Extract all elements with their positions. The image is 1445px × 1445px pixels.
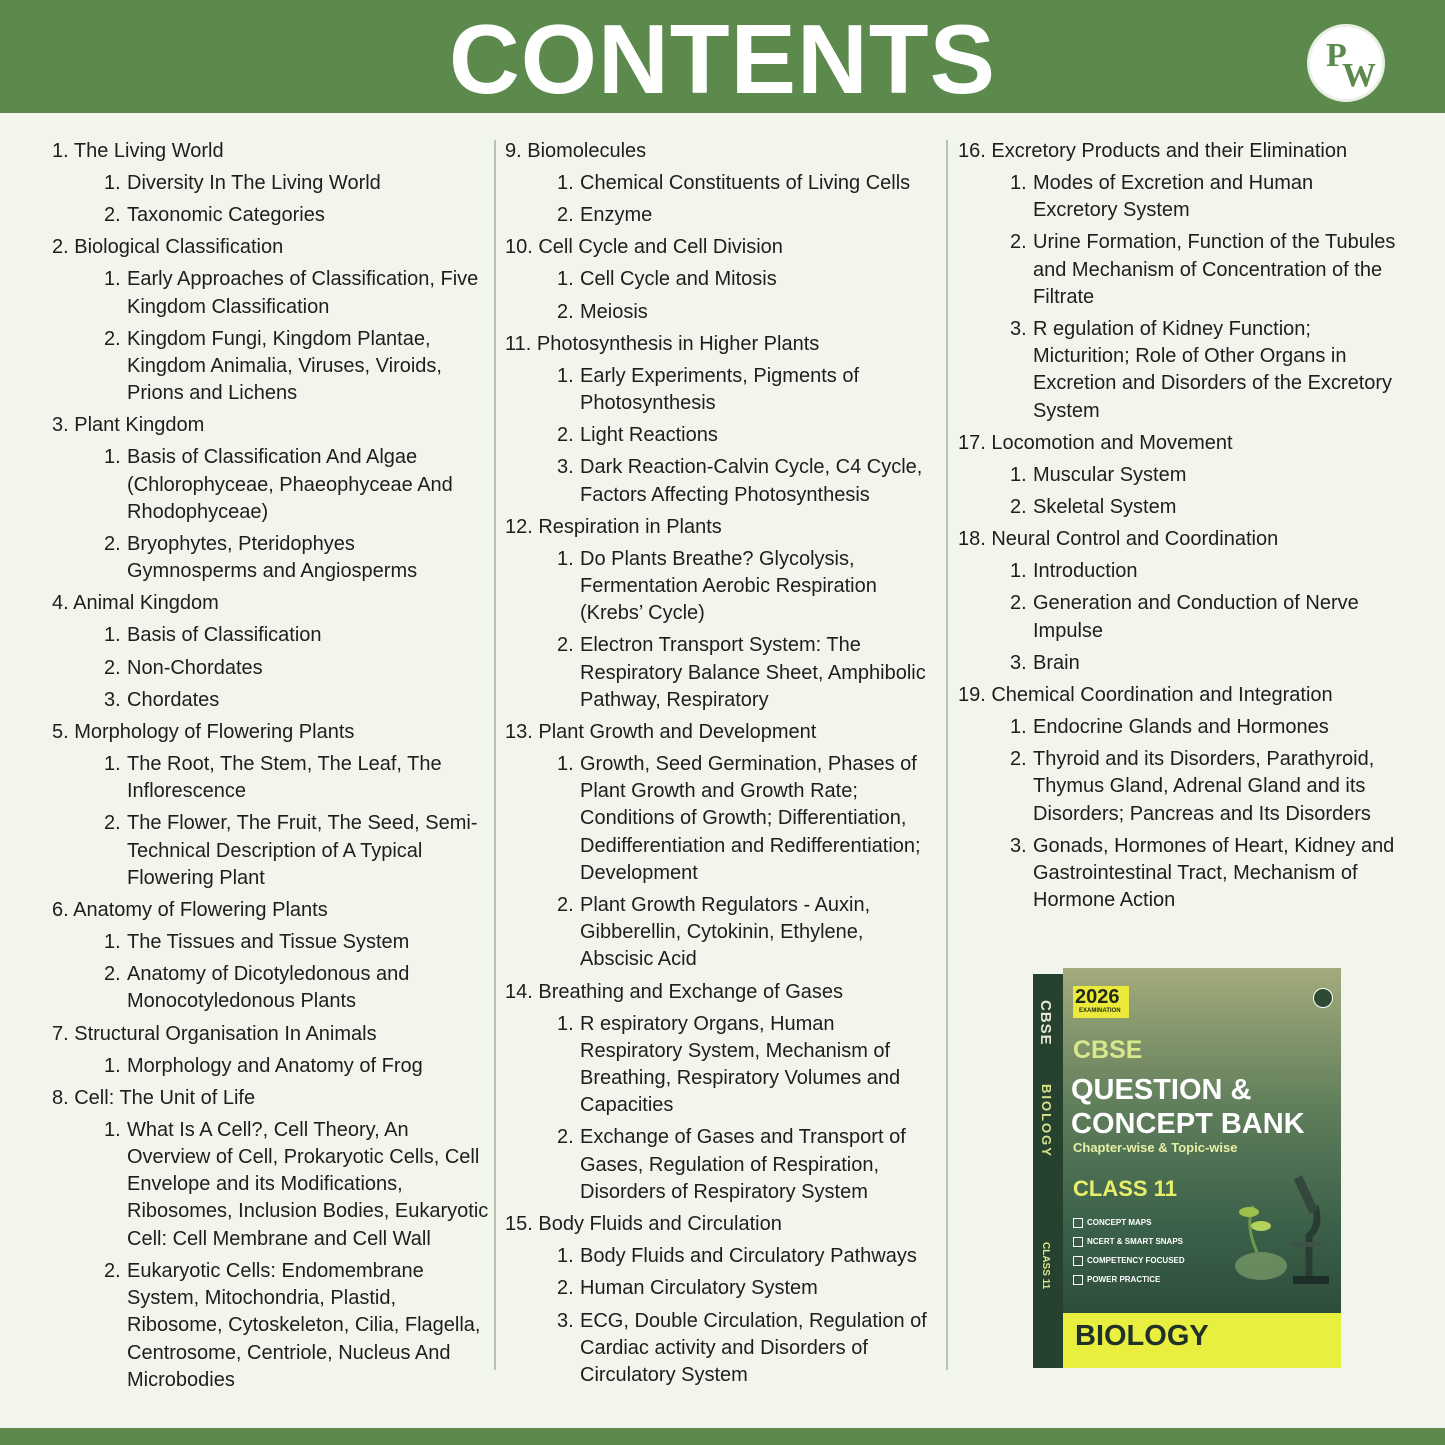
topic-text: Skeletal System bbox=[1033, 496, 1177, 519]
topic-number: 1. bbox=[104, 931, 121, 954]
topic-item bbox=[505, 1241, 937, 1273]
topic-item bbox=[505, 544, 937, 631]
book-year-sub: EXAMINATION bbox=[1079, 1008, 1121, 1014]
topic-item bbox=[958, 556, 1398, 588]
book-feature: COMPETENCY FOCUSED bbox=[1073, 1256, 1185, 1266]
topic-number: 2. bbox=[557, 1126, 574, 1149]
topic-number: 2. bbox=[557, 634, 574, 657]
topic-text: Modes of Excretion and Human Excretory System bbox=[1033, 172, 1314, 222]
topic-item bbox=[958, 831, 1398, 918]
topic-number: 3. bbox=[557, 1309, 574, 1332]
topic-item bbox=[958, 227, 1398, 314]
topic-item bbox=[958, 492, 1398, 524]
topic-text: The Tissues and Tissue System bbox=[127, 931, 410, 954]
topic-item bbox=[505, 1009, 937, 1123]
topic-item bbox=[958, 744, 1398, 831]
topic-item bbox=[52, 442, 490, 529]
topic-text: Exchange of Gases and Transport of Gases, Regulation of Respiration, Disorders of Respiratory System bbox=[580, 1126, 906, 1203]
topic-number: 3. bbox=[1010, 834, 1027, 857]
topic-text: Cell Cycle and Mitosis bbox=[580, 268, 777, 291]
book-title-line2: CONCEPT BANK bbox=[1071, 1108, 1305, 1140]
chapter-title: 9. Biomolecules bbox=[505, 140, 647, 162]
topic-number: 1. bbox=[557, 172, 574, 194]
topic-number: 2. bbox=[104, 533, 121, 556]
topic-text: Human Circulatory System bbox=[580, 1277, 818, 1300]
book-title-line1: QUESTION & bbox=[1071, 1074, 1252, 1106]
topic-text: Eukaryotic Cells: Endomembrane System, Mitochondria, Plastid, Ribosome, Cytoskeleton, Cilia, Flagella, Centrosome, Centriole, Nucleus And Microbodies bbox=[127, 1259, 481, 1391]
topic-text: R espiratory Organs, Human Respiratory System, Mechanism of Breathing, Respiratory Volumes and Capacities bbox=[580, 1012, 901, 1117]
topic-item bbox=[505, 200, 937, 232]
topic-text: Enzyme bbox=[580, 204, 653, 227]
footer-bar bbox=[0, 1428, 1445, 1445]
contents-column-1 bbox=[52, 136, 490, 1397]
topic-item bbox=[52, 264, 490, 323]
topic-text: Early Approaches of Classification, Five Kingdom Classification bbox=[127, 268, 479, 318]
topic-number: 2. bbox=[557, 204, 574, 227]
chapter-title: 6. Anatomy of Flowering Plants bbox=[52, 899, 328, 922]
topic-number: 1. bbox=[104, 268, 121, 291]
topic-item bbox=[505, 1306, 937, 1393]
topic-number: 1. bbox=[1010, 172, 1027, 194]
spine-board: CBSE bbox=[1037, 1000, 1054, 1046]
chapter-title: 2. Biological Classification bbox=[52, 236, 284, 259]
topic-item bbox=[505, 420, 937, 452]
topic-number: 3. bbox=[1010, 318, 1027, 341]
chapter-title: 7. Structural Organisation In Animals bbox=[52, 1022, 377, 1045]
topic-number: 2. bbox=[1010, 231, 1027, 254]
topic-text: Diversity In The Living World bbox=[127, 172, 381, 194]
topic-number: 2. bbox=[557, 300, 574, 323]
topic-item bbox=[505, 890, 937, 977]
topic-number: 3. bbox=[104, 688, 121, 711]
topic-item bbox=[52, 324, 490, 411]
topic-text: The Root, The Stem, The Leaf, The Inflorescence bbox=[127, 753, 442, 803]
logo-letter-p: P bbox=[1326, 37, 1347, 74]
topic-number: 1. bbox=[104, 1054, 121, 1077]
topic-item bbox=[958, 168, 1398, 227]
chapter-title: 19. Chemical Coordination and Integration bbox=[958, 684, 1333, 707]
topic-item bbox=[52, 749, 490, 808]
topic-number: 3. bbox=[1010, 651, 1027, 674]
contents-column-3 bbox=[958, 136, 1398, 917]
book-subtitle: Chapter-wise & Topic-wise bbox=[1073, 1140, 1238, 1155]
spine-class: CLASS 11 bbox=[1040, 1242, 1051, 1290]
pw-logo-icon bbox=[1313, 988, 1333, 1008]
topic-number: 2. bbox=[557, 424, 574, 447]
topic-number: 1. bbox=[104, 753, 121, 776]
topic-number: 2. bbox=[1010, 592, 1027, 615]
topic-text: Chordates bbox=[127, 688, 220, 711]
topic-number: 1. bbox=[104, 1118, 121, 1141]
topic-number: 2. bbox=[104, 327, 121, 350]
year-badge bbox=[1073, 986, 1129, 1018]
topic-text: Basis of Classification bbox=[127, 624, 322, 647]
topic-item bbox=[505, 297, 937, 329]
topic-number: 2. bbox=[104, 1259, 121, 1282]
topic-text: Brain bbox=[1033, 651, 1080, 674]
topic-number: 2. bbox=[104, 963, 121, 986]
chapter-title: 10. Cell Cycle and Cell Division bbox=[505, 236, 783, 259]
topic-item bbox=[52, 808, 490, 895]
book-board: CBSE bbox=[1073, 1036, 1143, 1064]
topic-item bbox=[52, 653, 490, 685]
book-subject: BIOLOGY bbox=[1075, 1320, 1209, 1352]
book-feature: NCERT & SMART SNAPS bbox=[1073, 1237, 1183, 1247]
topic-text: Kingdom Fungi, Kingdom Plantae, Kingdom Animalia, Viruses, Viroids, Prions and Lichens bbox=[127, 327, 442, 405]
topic-text: Urine Formation, Function of the Tubules and Mechanism of Concentration of the Filtrate bbox=[1033, 231, 1396, 308]
topic-text: R egulation of Kidney Function; Micturition; Role of Other Organs in Excretion and Disorders of the Excretory System bbox=[1033, 318, 1393, 422]
contents-column-2 bbox=[505, 136, 937, 1392]
book-year: 2026 bbox=[1075, 986, 1120, 1008]
topic-text: Plant Growth Regulators - Auxin, Gibberellin, Cytokinin, Ethylene, Abscisic Acid bbox=[580, 894, 871, 971]
topic-number: 1. bbox=[104, 446, 121, 469]
chapter-title: 15. Body Fluids and Circulation bbox=[505, 1213, 782, 1236]
topic-text: Anatomy of Dicotyledonous and Monocotyledonous Plants bbox=[127, 963, 410, 1013]
topic-number: 2. bbox=[1010, 748, 1027, 771]
topic-text: Basis of Classification And Algae (Chlorophyceae, Phaeophyceae And Rhodophyceae) bbox=[127, 446, 453, 523]
topic-text: Bryophytes, Pteridophyes Gymnosperms and Angiosperms bbox=[127, 533, 418, 583]
topic-number: 1. bbox=[104, 624, 121, 647]
topic-number: 1. bbox=[104, 172, 121, 194]
topic-text: Body Fluids and Circulatory Pathways bbox=[580, 1245, 917, 1268]
topic-text: What Is A Cell?, Cell Theory, An Overview of Cell, Prokaryotic Cells, Cell Envelope and its Modifications, Ribosomes, Inclusion Bodies, Eukaryotic Cell: Cell Membrane and Cell Wall bbox=[127, 1118, 489, 1250]
topic-text: Meiosis bbox=[580, 300, 648, 323]
topic-item bbox=[52, 200, 490, 232]
topic-number: 2. bbox=[557, 1277, 574, 1300]
topic-item bbox=[505, 1273, 937, 1305]
topic-number: 2. bbox=[104, 812, 121, 835]
topic-number: 1. bbox=[557, 547, 574, 570]
topic-text: Do Plants Breathe? Glycolysis, Fermentation Aerobic Respiration (Krebs’ Cycle) bbox=[580, 547, 877, 625]
topic-item bbox=[958, 588, 1398, 647]
topic-number: 2. bbox=[1010, 496, 1027, 519]
book-spine bbox=[1033, 974, 1063, 1368]
book-feature: POWER PRACTICE bbox=[1073, 1275, 1160, 1285]
topic-text: Chemical Constituents of Living Cells bbox=[580, 172, 911, 194]
topic-item bbox=[958, 648, 1398, 680]
topic-item bbox=[505, 361, 937, 420]
topic-item bbox=[52, 959, 490, 1018]
topic-text: Generation and Conduction of Nerve Impulse bbox=[1033, 592, 1359, 642]
topic-number: 1. bbox=[557, 364, 574, 387]
topic-text: Endocrine Glands and Hormones bbox=[1033, 716, 1329, 739]
chapter-title: 13. Plant Growth and Development bbox=[505, 721, 817, 744]
spine-subject: BIOLOGY bbox=[1039, 1084, 1054, 1158]
topic-number: 1. bbox=[1010, 716, 1027, 739]
topic-item bbox=[52, 620, 490, 652]
topic-text: Non-Chordates bbox=[127, 656, 263, 679]
topic-number: 2. bbox=[104, 656, 121, 679]
topic-text: The Flower, The Fruit, The Seed, Semi-Technical Description of A Typical Flowering Plant bbox=[127, 812, 478, 889]
book-cover-image bbox=[1033, 968, 1341, 1370]
chapter-title: 14. Breathing and Exchange of Gases bbox=[505, 980, 844, 1003]
book-front-cover bbox=[1063, 968, 1341, 1368]
pw-logo bbox=[1307, 24, 1385, 102]
topic-item bbox=[52, 529, 490, 588]
topic-text: Introduction bbox=[1033, 560, 1138, 583]
topic-text: Thyroid and its Disorders, Parathyroid, Thymus Gland, Adrenal Gland and its Disorders; Pancreas and Its Disorders bbox=[1033, 748, 1375, 825]
chapter-title: 11. Photosynthesis in Higher Plants bbox=[505, 332, 820, 355]
topic-item bbox=[52, 1256, 490, 1397]
topic-text: ECG, Double Circulation, Regulation of Cardiac activity and Disorders of Circulatory System bbox=[580, 1309, 927, 1386]
topic-text: Growth, Seed Germination, Phases of Plant Growth and Growth Rate; Conditions of Growth; Differentiation, Dedifferentiation and Redifferentiation; Development bbox=[580, 753, 921, 884]
topic-number: 2. bbox=[557, 894, 574, 917]
topic-item bbox=[52, 685, 490, 717]
topic-number: 1. bbox=[557, 753, 574, 776]
chapter-title: 4. Animal Kingdom bbox=[52, 592, 219, 615]
topic-number: 1. bbox=[557, 1245, 574, 1268]
topic-text: Morphology and Anatomy of Frog bbox=[127, 1054, 423, 1077]
topic-item bbox=[52, 1115, 490, 1256]
column-divider bbox=[946, 140, 948, 1370]
topic-item bbox=[958, 460, 1398, 492]
chapter-title: 3. Plant Kingdom bbox=[52, 414, 205, 437]
page-title: CONTENTS bbox=[449, 4, 996, 114]
topic-item bbox=[505, 749, 937, 890]
topic-number: 1. bbox=[1010, 463, 1027, 486]
topic-number: 1. bbox=[557, 268, 574, 291]
chapter-title: 1. The Living World bbox=[52, 140, 224, 162]
topic-item bbox=[52, 168, 490, 200]
chapter-title: 16. Excretory Products and their Elimination bbox=[958, 140, 1348, 162]
topic-number: 1. bbox=[1010, 560, 1027, 583]
chapter-title: 12. Respiration in Plants bbox=[505, 515, 722, 538]
topic-text: Light Reactions bbox=[580, 424, 718, 447]
chapter-title: 8. Cell: The Unit of Life bbox=[52, 1086, 256, 1109]
book-feature: CONCEPT MAPS bbox=[1073, 1218, 1151, 1228]
topic-item bbox=[505, 452, 937, 511]
topic-number: 1. bbox=[557, 1012, 574, 1035]
topic-item bbox=[505, 1122, 937, 1209]
book-class: CLASS 11 bbox=[1073, 1176, 1177, 1201]
column-divider bbox=[494, 140, 496, 1370]
chapter-title: 17. Locomotion and Movement bbox=[958, 431, 1233, 454]
contents-header bbox=[0, 0, 1445, 113]
topic-item bbox=[958, 314, 1398, 428]
chapter-title: 18. Neural Control and Coordination bbox=[958, 528, 1279, 551]
topic-item bbox=[52, 927, 490, 959]
microscope-icon bbox=[1231, 1166, 1331, 1296]
topic-item bbox=[958, 712, 1398, 744]
topic-text: Dark Reaction-Calvin Cycle, C4 Cycle, Factors Affecting Photosynthesis bbox=[580, 456, 923, 506]
topic-number: 3. bbox=[557, 456, 574, 479]
logo-letter-w: W bbox=[1342, 57, 1376, 94]
chapter-title: 5. Morphology of Flowering Plants bbox=[52, 721, 355, 744]
topic-item bbox=[52, 1051, 490, 1083]
topic-text: Gonads, Hormones of Heart, Kidney and Gastrointestinal Tract, Mechanism of Hormone Action bbox=[1033, 834, 1395, 912]
topic-number: 2. bbox=[104, 204, 121, 227]
topic-text: Taxonomic Categories bbox=[127, 204, 325, 227]
topic-text: Electron Transport System: The Respiratory Balance Sheet, Amphibolic Pathway, Respiratory bbox=[580, 634, 926, 711]
topic-item bbox=[505, 630, 937, 717]
topic-text: Muscular System bbox=[1033, 463, 1187, 486]
topic-text: Early Experiments, Pigments of Photosynthesis bbox=[580, 364, 859, 415]
topic-item bbox=[505, 168, 937, 200]
topic-item bbox=[505, 264, 937, 296]
